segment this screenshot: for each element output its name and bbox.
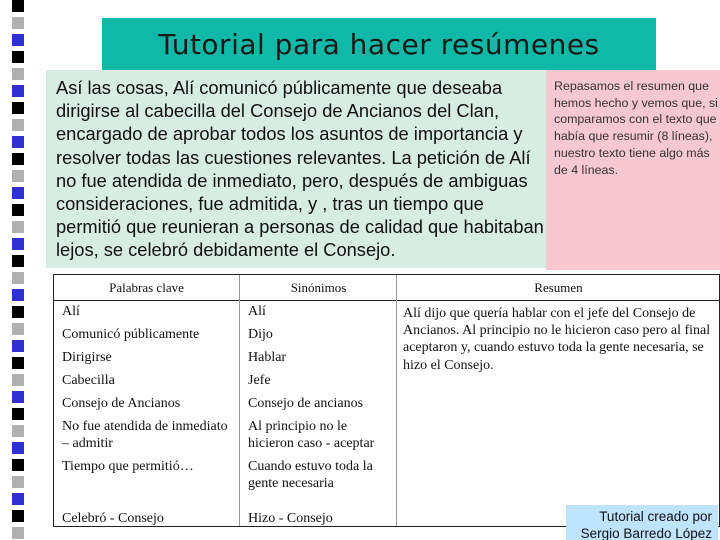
decorative-square-strip [12,0,24,540]
keywords-column [54,275,239,526]
strip-square [12,527,24,539]
synonym-item-last: Hizo - Consejo [248,511,333,526]
keyword-item: Tiempo que permitió… [62,459,194,474]
strip-square [12,221,24,233]
source-text-box [46,70,546,268]
keywords-header: Palabras clave [54,275,239,301]
page-title: Tutorial para hacer resúmenes [158,27,600,61]
strip-square [12,153,24,165]
synonym-item: Hablar [248,350,287,365]
strip-square [12,136,24,148]
strip-square [12,340,24,352]
keyword-item: No fue atendida de inmediato – admitir [62,419,228,451]
credit-label: Tutorial creado por Sergio Barredo López [566,505,718,540]
summary-column [396,275,720,526]
strip-square [12,102,24,114]
summary-text: Alí dijo que quería hablar con el jefe del Consejo de Ancianos. Al principio no le hicieron caso pero al final aceptaron y, cuando estuvo toda la gente necesaria, se hizo el Consejo. [403,306,711,373]
source-paragraph: Así las cosas, Alí comunicó públicamente que deseaba dirigirse al cabecilla del Consejo de Ancianos del Clan, encargado de aprobar todos los asuntos de importancia y resolver todas las cuestiones relevantes. La petición de Alí no fue atendida de inmediato, pero, después de ambiguas consideraciones, fue admitida, y , tras un tiempo que permitió que reunieran a personas de calidad que habitaban lejos, se celebró debidamente el Consejo. [56,77,544,261]
strip-square [12,510,24,522]
strip-square [12,357,24,369]
keyword-item: Cabecilla [62,373,115,388]
keyword-item: Consejo de Ancianos [62,396,181,411]
keyword-item-last: Celebró - Consejo [62,511,164,526]
keywords-list [62,303,235,481]
strip-square [12,170,24,182]
strip-square [12,68,24,80]
strip-square [12,51,24,63]
strip-square [12,255,24,267]
synonym-item: Cuando estuvo toda la gente necesaria [248,459,373,491]
strip-square [12,0,24,12]
keyword-item: Alí [62,304,80,319]
keyword-item: Comunicó públicamente [62,327,200,342]
strip-square [12,34,24,46]
strip-square [12,85,24,97]
summary-table [53,274,720,527]
strip-square [12,119,24,131]
synonym-item: Dijo [248,327,273,342]
summary-header: Resumen [397,275,720,301]
strip-square [12,442,24,454]
strip-square [12,306,24,318]
synonym-item: Al principio no le hicieron caso - aceptar [248,419,375,451]
strip-square [12,374,24,386]
strip-square [12,493,24,505]
note-text: Repasamos el resumen que hemos hecho y vemos que, si comparamos con el texto que había que resumir (8 líneas), nuestro texto tiene algo más de 4 líneas. [554,79,718,177]
synonyms-list [248,303,393,498]
synonyms-header: Sinónimos [240,275,397,301]
strip-square [12,391,24,403]
synonym-item: Jefe [248,373,271,388]
strip-square [12,238,24,250]
strip-square [12,476,24,488]
strip-square [12,289,24,301]
synonyms-column [239,275,397,526]
strip-square [12,425,24,437]
strip-square [12,187,24,199]
strip-square [12,17,24,29]
note-box [546,70,720,270]
title-banner [102,18,656,70]
strip-square [12,204,24,216]
synonym-item: Alí [248,304,266,319]
strip-square [12,408,24,420]
keyword-item: Dirigirse [62,350,112,365]
strip-square [12,459,24,471]
strip-square [12,272,24,284]
strip-square [12,323,24,335]
synonym-item: Consejo de ancianos [248,396,364,411]
